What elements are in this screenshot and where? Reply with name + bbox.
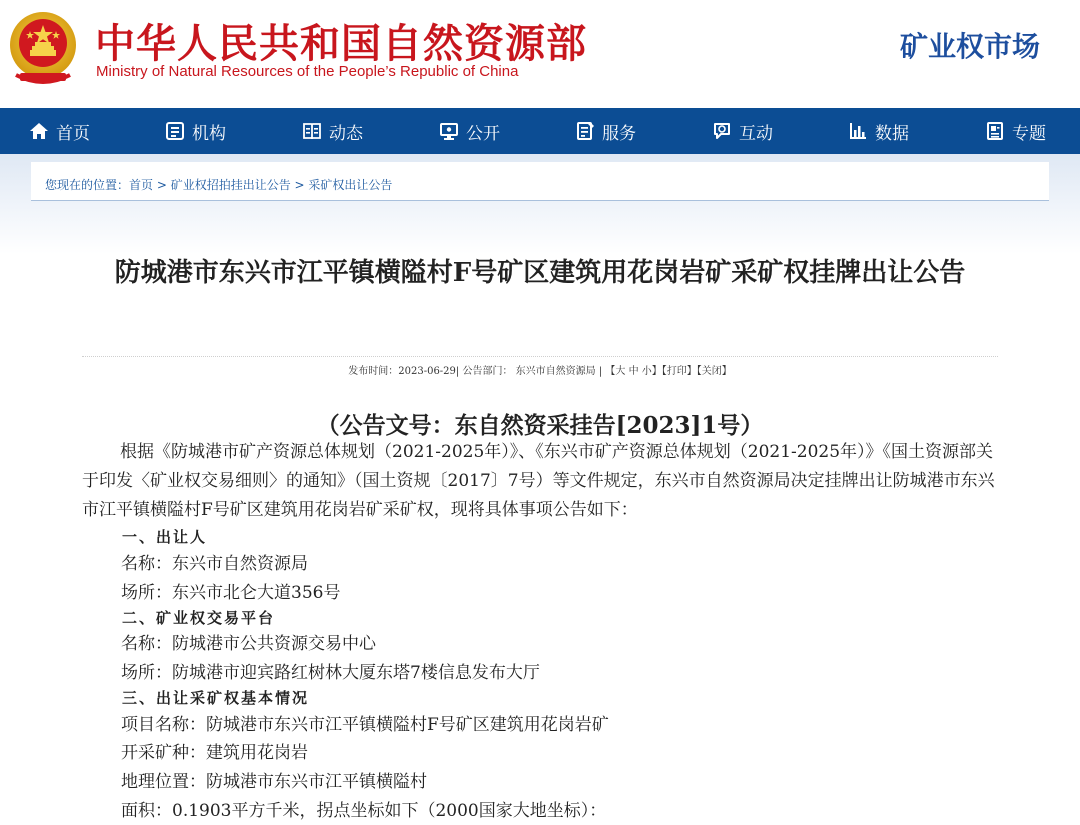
nav-label: 动态 xyxy=(329,123,363,144)
nav-label: 服务 xyxy=(602,123,636,144)
nav-item-interaction[interactable] xyxy=(712,108,773,154)
institution-icon xyxy=(165,121,185,141)
publishing-dept: 东兴市自然资源局 xyxy=(515,366,596,377)
breadcrumb-mining-license-notices[interactable]: 采矿权出让公告 xyxy=(308,178,393,192)
main-nav xyxy=(0,108,1080,154)
document-number: （公告文号：东自然资采挂告[2023]1号） xyxy=(316,412,764,439)
dept-label: | 公告部门： xyxy=(455,366,513,377)
topic-icon xyxy=(985,121,1005,141)
nav-item-service[interactable] xyxy=(575,108,636,154)
breadcrumb-mining-rights-notices[interactable]: 矿业权招拍挂出让公告 xyxy=(170,178,291,192)
article-meta xyxy=(82,362,998,377)
nav-item-data[interactable] xyxy=(848,108,909,154)
nav-item-disclosure[interactable] xyxy=(439,108,500,154)
service-icon xyxy=(575,121,595,141)
nav-item-home[interactable] xyxy=(29,108,90,154)
nav-label: 公开 xyxy=(466,123,500,144)
body-line: 名称：防城港市公共资源交易中心 xyxy=(121,634,376,654)
close-button[interactable]: 【关闭】 xyxy=(696,366,732,377)
publish-label: 发布时间： xyxy=(348,366,399,377)
nav-item-institution[interactable] xyxy=(165,108,226,154)
nav-label: 数据 xyxy=(875,123,909,144)
print-button[interactable]: 【打印】 xyxy=(661,366,697,377)
breadcrumb-home[interactable]: 首页 xyxy=(129,178,154,192)
intro-paragraph: 根据《防城港市矿产资源总体规划（2021-2025年）》、《东兴市矿产资源总体规划（2021-2025年）》《国土资源部关于印发〈矿业权交易细则〉的通知》（国土资规〔2017〕7号）等文件规定，东兴市自然资源局决定挂牌出让防城港市东兴市江平镇横隘村F号矿区建筑用花岗岩矿采矿权，现将具体事项公告如下： xyxy=(82,442,995,520)
home-icon xyxy=(29,121,49,141)
site-title-cn: 中华人民共和国自然资源部 xyxy=(95,21,587,67)
body-line: 项目名称：防城港市东兴市江平镇横隘村F号矿区建筑用花岗岩矿 xyxy=(121,715,609,735)
body-line: 场所：东兴市北仑大道356号 xyxy=(121,583,341,603)
section-heading: 二、矿业权交易平台 xyxy=(122,609,276,627)
body-line: 名称：东兴市自然资源局 xyxy=(121,554,308,574)
chat-icon xyxy=(712,121,732,141)
publish-date: 2023-06-29 xyxy=(398,366,456,377)
national-emblem-icon[interactable] xyxy=(8,9,78,87)
nav-label: 专题 xyxy=(1012,123,1046,144)
body-line: 开采矿种：建筑用花岗岩 xyxy=(121,743,308,763)
nav-item-news[interactable] xyxy=(302,108,363,154)
body-line: 地理位置：防城港市东兴市江平镇横隘村 xyxy=(121,772,427,792)
site-header xyxy=(0,0,1080,108)
breadcrumb-bar xyxy=(31,162,1049,201)
section-heading: 三、出让采矿权基本情况 xyxy=(122,689,310,707)
font-size-control[interactable]: | 【大 中 小】 xyxy=(598,366,662,377)
section-heading: 一、出让人 xyxy=(122,528,208,546)
body-line: 场所：防城港市迎宾路红树林大厦东塔7楼信息发布大厅 xyxy=(121,663,540,683)
news-icon xyxy=(302,121,322,141)
chart-icon xyxy=(848,121,868,141)
site-title-en: Ministry of Natural Resources of the People’s Republic of China xyxy=(96,63,519,80)
nav-label: 首页 xyxy=(56,123,90,144)
disclosure-icon xyxy=(439,121,459,141)
body-line: 面积：0.1903平方千米，拐点坐标如下（2000国家大地坐标）： xyxy=(121,801,607,821)
nav-item-topics[interactable] xyxy=(985,108,1046,154)
article-title: 防城港市东兴市江平镇横隘村F号矿区建筑用花岗岩矿采矿权挂牌出让公告 xyxy=(114,258,966,288)
section-title[interactable]: 矿业权市场 xyxy=(899,30,1040,63)
nav-label: 互动 xyxy=(739,123,773,144)
breadcrumb xyxy=(45,176,392,193)
breadcrumb-separator: > xyxy=(290,178,309,192)
nav-label: 机构 xyxy=(192,123,226,144)
title-divider xyxy=(82,356,998,357)
breadcrumb-prefix: 您现在的位置： xyxy=(45,178,130,192)
breadcrumb-separator: > xyxy=(153,178,171,192)
